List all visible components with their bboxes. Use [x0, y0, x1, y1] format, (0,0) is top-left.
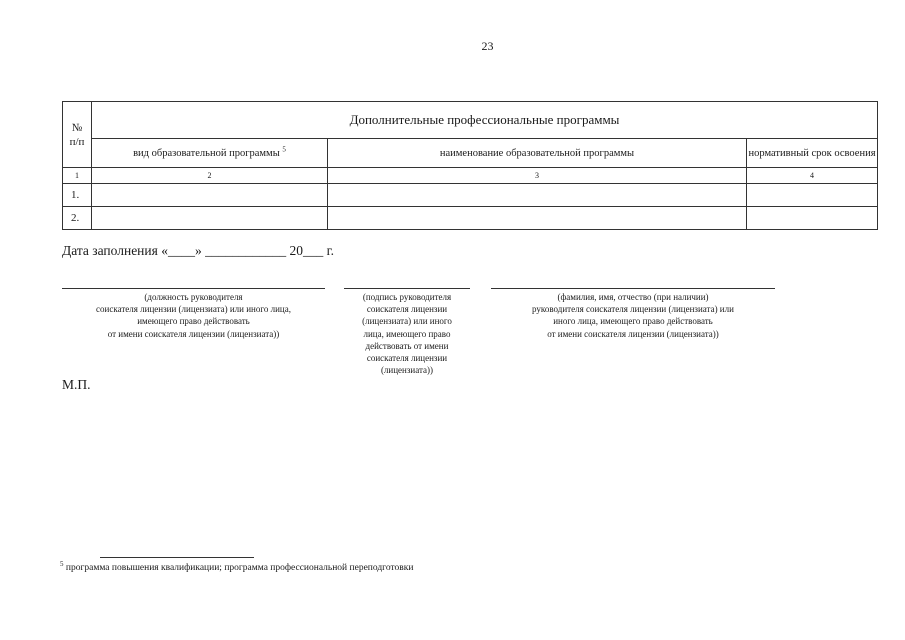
table-row — [63, 184, 878, 207]
footnote-separator — [100, 557, 254, 558]
table-title: Дополнительные профессиональные программы — [349, 112, 620, 127]
program-type-header-text: вид образовательной программы — [133, 147, 280, 159]
footnote-text: программа повышения квалификации; программа профессиональной переподготовки — [63, 563, 414, 573]
position-signature-line — [62, 288, 325, 289]
programs-table — [62, 101, 878, 230]
name-signature-line — [491, 288, 775, 289]
program-name-header-text: наименование образовательной программы — [439, 147, 635, 159]
column-index-3: 3 — [328, 168, 747, 184]
stamp-label: М.П. — [62, 377, 91, 392]
row-number: 2. — [63, 207, 92, 230]
footnote-ref: 5 — [282, 145, 286, 153]
program-name-cell[interactable] — [328, 184, 747, 207]
number-header-text: № п/п — [69, 121, 85, 148]
program-type-cell[interactable] — [92, 184, 328, 207]
table-title-cell — [92, 102, 878, 139]
program-term-header-text: нормативный срок освоения — [748, 147, 876, 159]
signature-line — [344, 288, 470, 289]
program-type-cell[interactable] — [92, 207, 328, 230]
name-caption: (фамилия, имя, отчество (при наличии) руководителя соискателя лицензии (лицензиата) или иного лица, имеющего право действовать от имени соискателя лицензии (лицензиата)) — [532, 292, 734, 339]
page-number: 23 — [481, 39, 494, 53]
program-name-cell[interactable] — [328, 207, 747, 230]
fill-date-line: Дата заполнения «____» ____________ 20___ г. — [62, 243, 334, 258]
program-term-cell[interactable] — [747, 184, 878, 207]
program-type-header — [92, 139, 328, 168]
column-index-1: 1 — [63, 168, 92, 184]
program-term-header — [747, 139, 878, 168]
program-name-header — [328, 139, 747, 168]
table-row — [63, 207, 878, 230]
column-index-4: 4 — [747, 168, 878, 184]
column-index-2: 2 — [92, 168, 328, 184]
program-term-cell[interactable] — [747, 207, 878, 230]
footnote — [60, 559, 414, 573]
position-caption: (должность руководителя соискателя лицензии (лицензиата) или иного лица, имеющего право действовать от имени соискателя лицензии (лицензиата)) — [96, 292, 291, 339]
footnote-number: 5 — [60, 559, 64, 568]
number-column-header — [63, 102, 92, 168]
signature-caption: (подпись руководителя соискателя лицензии (лицензиата) или иного лица, имеющего право действовать от имени соискателя лицензии (лицензиата)) — [362, 292, 452, 376]
row-number: 1. — [63, 184, 92, 207]
